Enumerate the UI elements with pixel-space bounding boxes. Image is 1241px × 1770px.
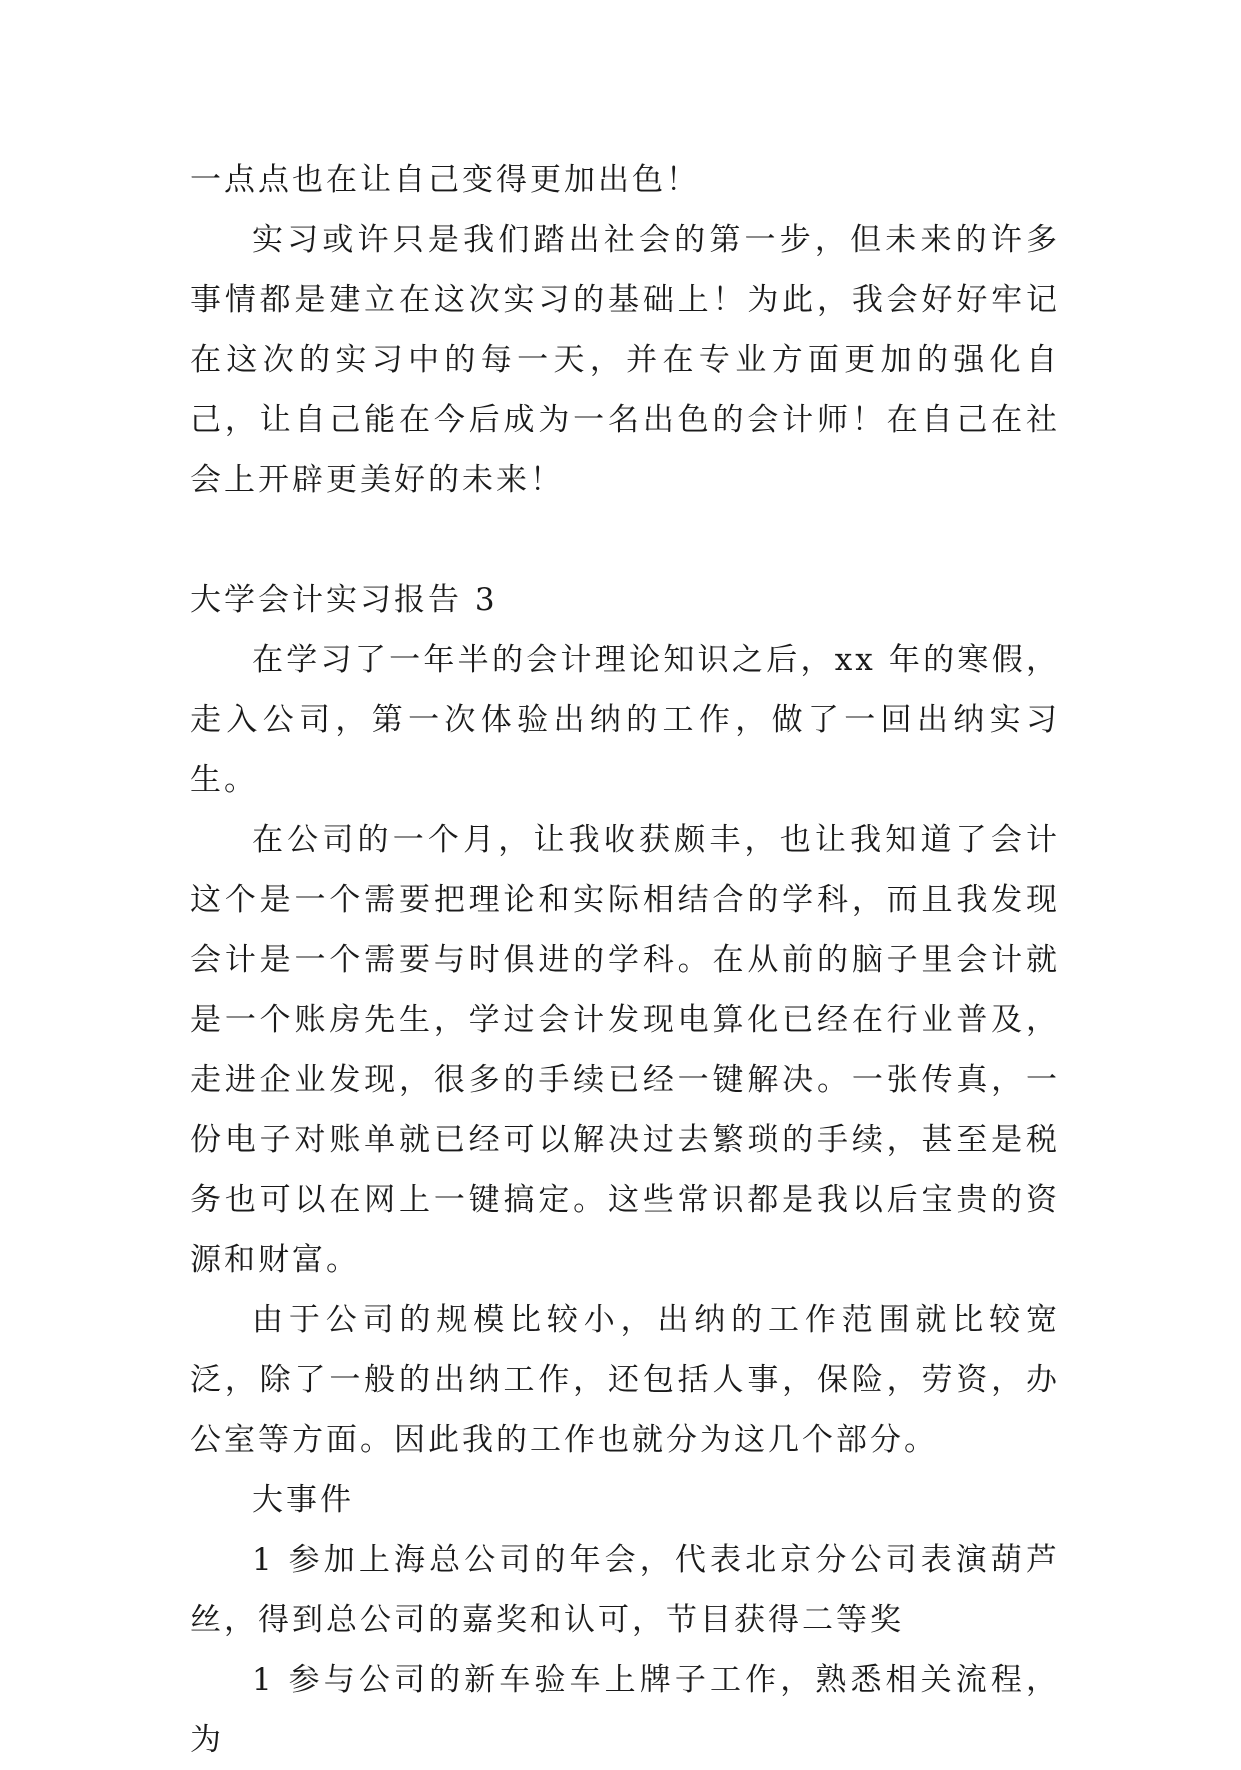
paragraph-event-vehicle-registration: 1 参与公司的新车验车上牌子工作，熟悉相关流程，为 bbox=[190, 1662, 1060, 1758]
document-page bbox=[190, 150, 1060, 1770]
paragraph-closing-line: 一点点也在让自己变得更加出色！ bbox=[190, 162, 700, 198]
paragraph-work-scope: 由于公司的规模比较小，出纳的工作范围就比较宽泛，除了一般的出纳工作，还包括人事，保险，劳资，办公室等方面。因此我的工作也就分为这几个部分。 bbox=[190, 1302, 1060, 1458]
paragraph-month-at-company: 在公司的一个月，让我收获颇丰，也让我知道了会计这个是一个需要把理论和实际相结合的学科，而且我发现会计是一个需要与时俱进的学科。在从前的脑子里会计就是一个账房先生，学过会计发现电算化已经在行业普及，走进企业发现，很多的手续已经一键解决。一张传真，一份电子对账单就已经可以解决过去繁琐的手续，甚至是税务也可以在网上一键搞定。这些常识都是我以后宝贵的资源和财富。 bbox=[190, 822, 1060, 1278]
paragraph-intro: 在学习了一年半的会计理论知识之后，xx 年的寒假，走入公司，第一次体验出纳的工作，做了一回出纳实习生。 bbox=[190, 642, 1060, 798]
paragraph-internship-reflection: 实习或许只是我们踏出社会的第一步，但未来的许多事情都是建立在这次实习的基础上！为此，我会好好牢记在这次的实习中的每一天，并在专业方面更加的强化自己，让自己能在今后成为一名出色的会计师！在自己在社会上开辟更美好的未来！ bbox=[190, 222, 1060, 498]
paragraph-event-annual-meeting: 1 参加上海总公司的年会，代表北京分公司表演葫芦丝，得到总公司的嘉奖和认可，节目获得二等奖 bbox=[190, 1542, 1060, 1638]
paragraph-major-events-heading: 大事件 bbox=[252, 1482, 354, 1518]
section-title: 大学会计实习报告 3 bbox=[190, 582, 498, 618]
